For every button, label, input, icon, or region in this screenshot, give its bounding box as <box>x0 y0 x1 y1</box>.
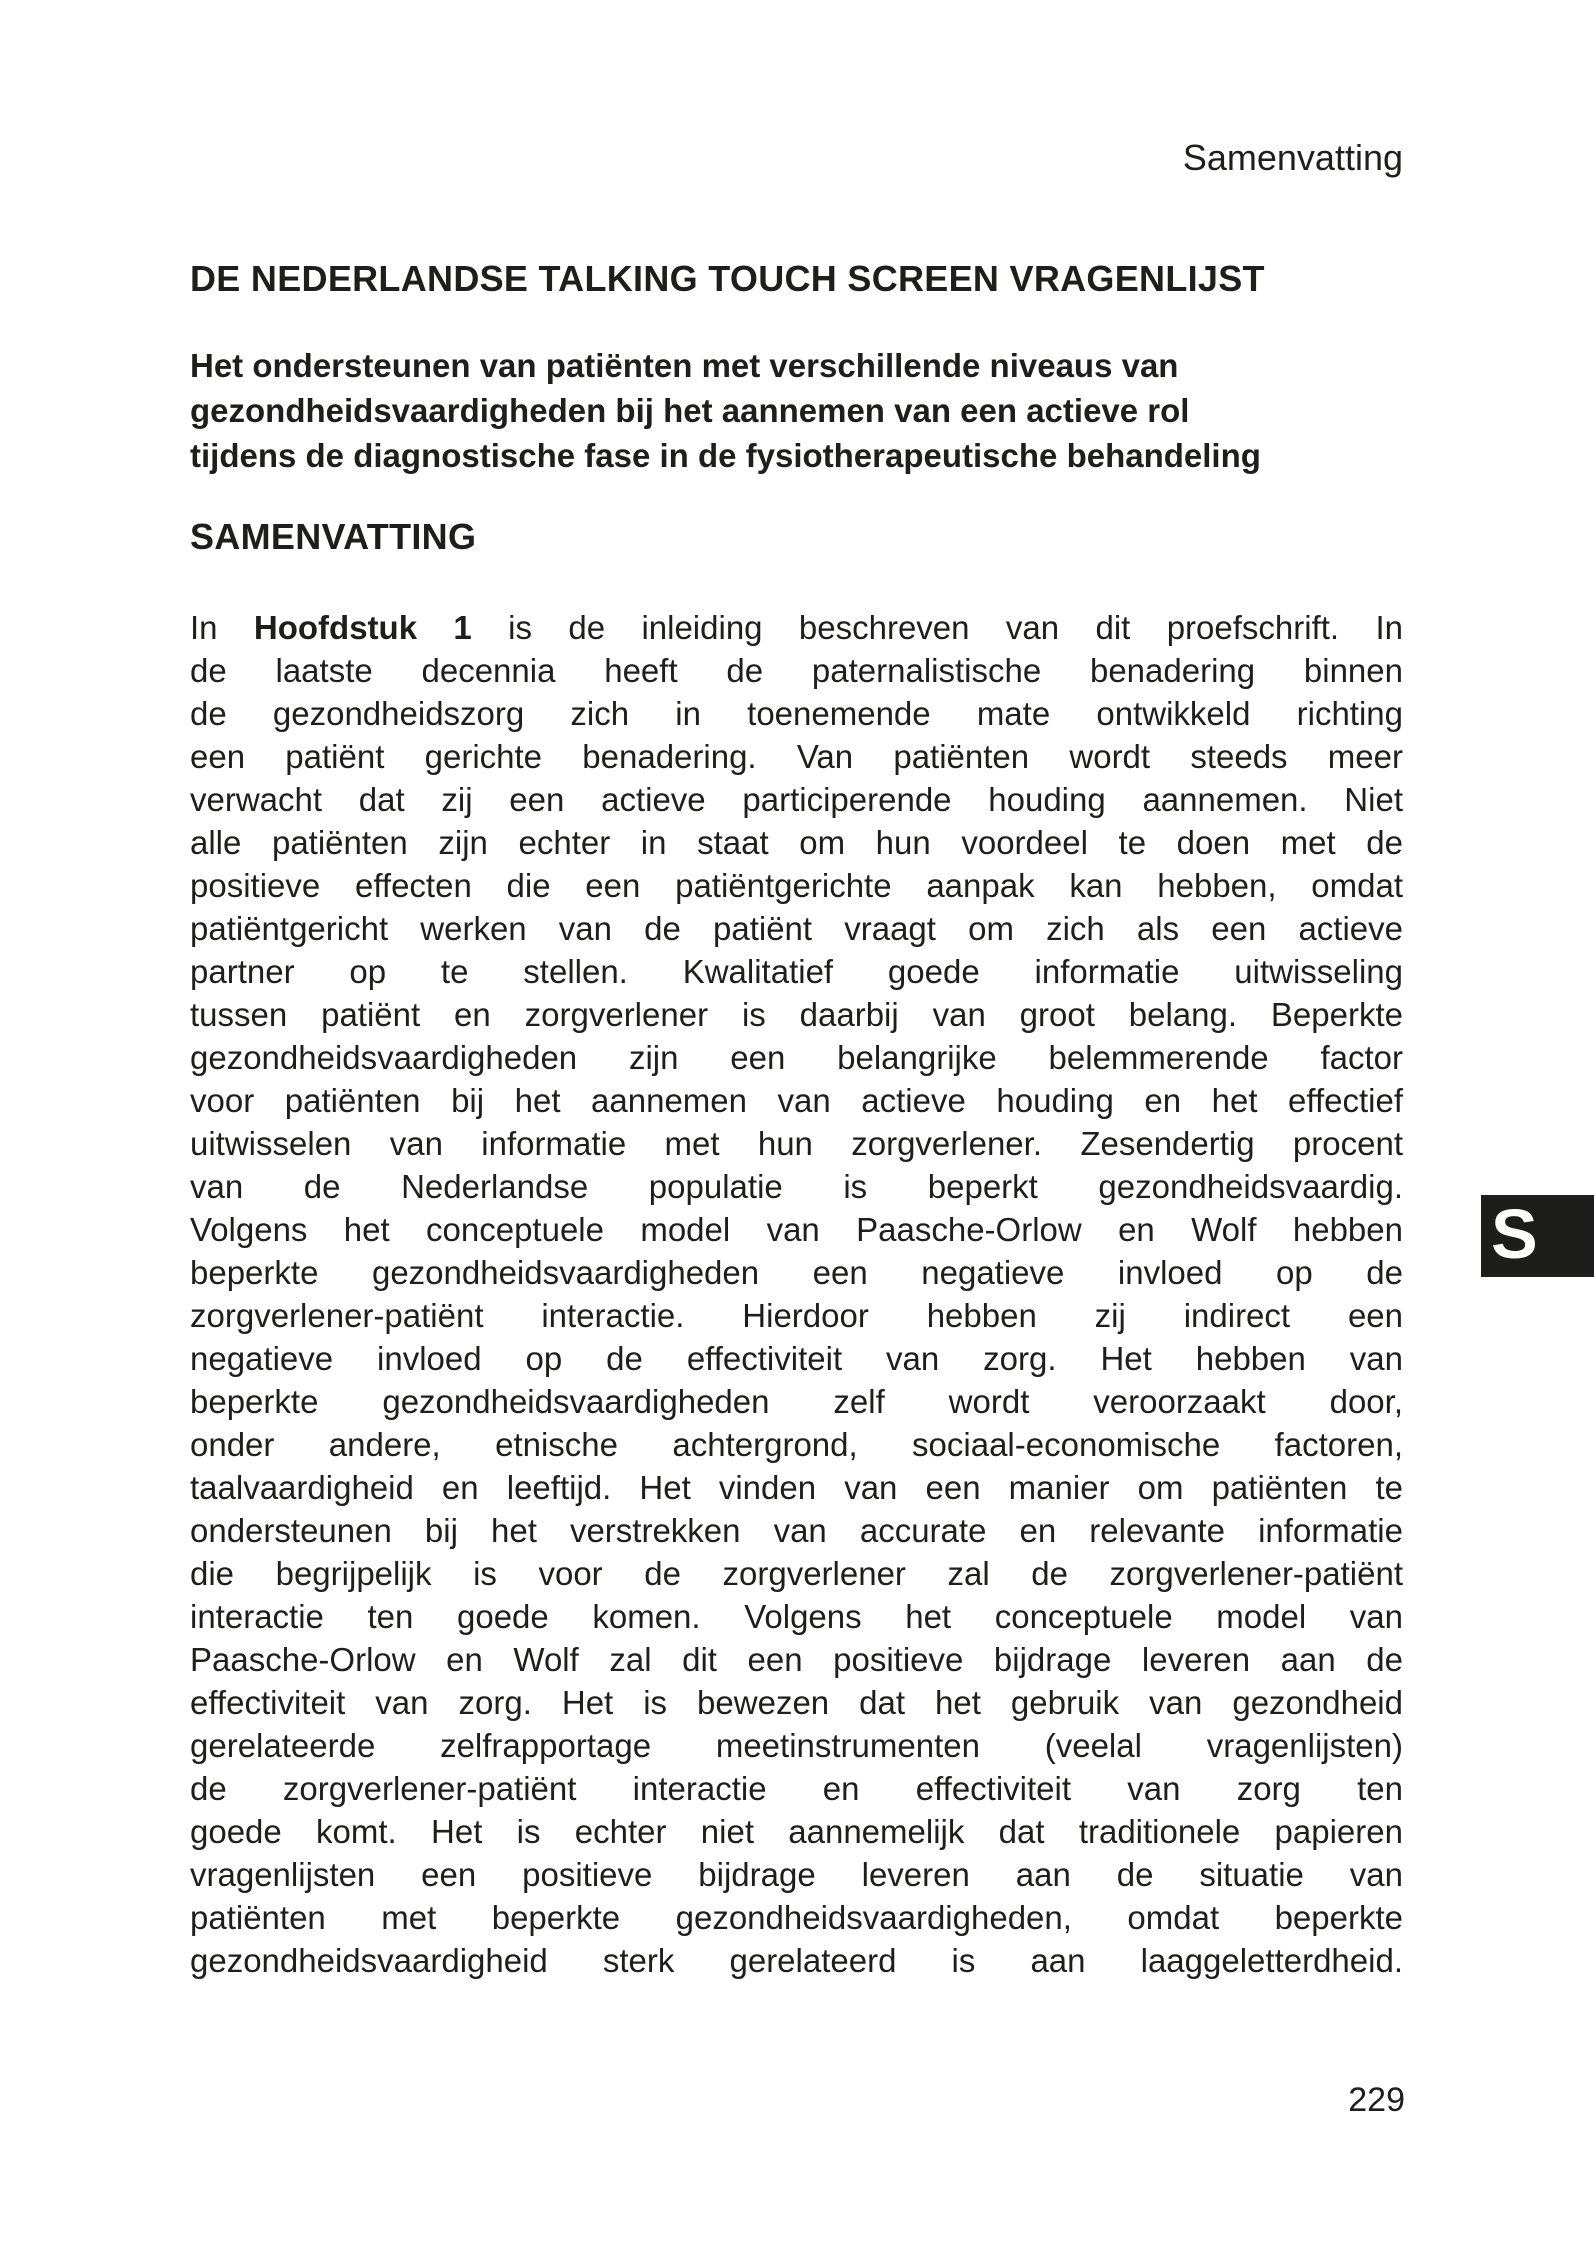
line-text: is de inleiding beschreven van dit proefschrift. In <box>508 609 1403 646</box>
subtitle-line: tijdens de diagnostische fase in de fysiotherapeutische behandeling <box>190 437 1261 474</box>
text-line: alle patiënten zijn echter in staat om hun voordeel te doen met de <box>190 824 1403 861</box>
text-line: de gezondheidszorg zich in toenemende mate ontwikkeld richting <box>190 695 1403 732</box>
text-line: gerelateerde zelfrapportage meetinstrumenten (veelal vragenlijsten) <box>190 1727 1403 1764</box>
text-line: interactie ten goede komen. Volgens het conceptuele model van <box>190 1598 1403 1635</box>
text-line: partner op te stellen. Kwalitatief goede informatie uitwisseling <box>190 953 1403 990</box>
text-line: beperkte gezondheidsvaardigheden zelf wordt veroorzaakt door, <box>190 1383 1403 1420</box>
text-line: een patiënt gerichte benadering. Van patiënten wordt steeds meer <box>190 738 1403 775</box>
text-line: negatieve invloed op de effectiviteit van zorg. Het hebben van <box>190 1340 1403 1377</box>
text-line: tussen patiënt en zorgverlener is daarbij van groot belang. Beperkte <box>190 996 1403 1033</box>
text-line: beperkte gezondheidsvaardigheden een negatieve invloed op de <box>190 1254 1403 1291</box>
text-line: effectiviteit van zorg. Het is bewezen dat het gebruik van gezondheid <box>190 1684 1403 1721</box>
text-line: Paasche-Orlow en Wolf zal dit een positieve bijdrage leveren aan de <box>190 1641 1403 1678</box>
text-line: gezondheidsvaardigheden zijn een belangrijke belemmerende factor <box>190 1039 1403 1076</box>
text-line: zorgverlener-patiënt interactie. Hierdoor hebben zij indirect een <box>190 1297 1403 1334</box>
text-line <box>190 606 1403 649</box>
page-number: 229 <box>1348 2081 1405 2119</box>
chapter-title: DE NEDERLANDSE TALKING TOUCH SCREEN VRAGENLIJST <box>190 258 1265 299</box>
text-line: van de Nederlandse populatie is beperkt gezondheidsvaardig. <box>190 1168 1403 1205</box>
text-line: goede komt. Het is echter niet aannemelijk dat traditionele papieren <box>190 1813 1403 1850</box>
text-line: verwacht dat zij een actieve participerende houding aannemen. Niet <box>190 781 1403 818</box>
text-line: die begrijpelijk is voor de zorgverlener zal de zorgverlener-patiënt <box>190 1555 1403 1592</box>
text-line: uitwisselen van informatie met hun zorgverlener. Zesendertig procent <box>190 1125 1403 1162</box>
text-line: positieve effecten die een patiëntgerichte aanpak kan hebben, omdat <box>190 867 1403 904</box>
text-line: Volgens het conceptuele model van Paasche-Orlow en Wolf hebben <box>190 1211 1403 1248</box>
chapter-subtitle <box>190 343 1450 478</box>
text-line: de zorgverlener-patiënt interactie en effectiviteit van zorg ten <box>190 1770 1403 1807</box>
line-text: In <box>190 609 218 646</box>
text-line: gezondheidsvaardigheid sterk gerelateerd is aan laaggeletterdheid. <box>190 1942 1403 1979</box>
section-heading: SAMENVATTING <box>190 516 477 557</box>
summary-paragraph <box>190 606 1403 1982</box>
text-line: taalvaardigheid en leeftijd. Het vinden van een manier om patiënten te <box>190 1469 1403 1506</box>
text-line: patiënten met beperkte gezondheidsvaardigheden, omdat beperkte <box>190 1899 1403 1936</box>
text-line: voor patiënten bij het aannemen van actieve houding en het effectief <box>190 1082 1403 1119</box>
text-line: vragenlijsten een positieve bijdrage leveren aan de situatie van <box>190 1856 1403 1893</box>
chapter-tab <box>1481 1195 1594 1277</box>
text-line: de laatste decennia heeft de paternalistische benadering binnen <box>190 652 1403 689</box>
text-line: ondersteunen bij het verstrekken van accurate en relevante informatie <box>190 1512 1403 1549</box>
text-line: onder andere, etnische achtergrond, sociaal-economische factoren, <box>190 1426 1403 1463</box>
text-line: patiëntgericht werken van de patiënt vraagt om zich als een actieve <box>190 910 1403 947</box>
chapter-tab-letter: S <box>1491 1195 1538 1273</box>
chapter-reference-bold: Hoofdstuk 1 <box>253 609 472 646</box>
subtitle-line: gezondheidsvaardigheden bij het aannemen van een actieve rol <box>190 392 1190 429</box>
subtitle-line: Het ondersteunen van patiënten met verschillende niveaus van <box>190 347 1179 384</box>
running-header: Samenvatting <box>1182 137 1403 178</box>
